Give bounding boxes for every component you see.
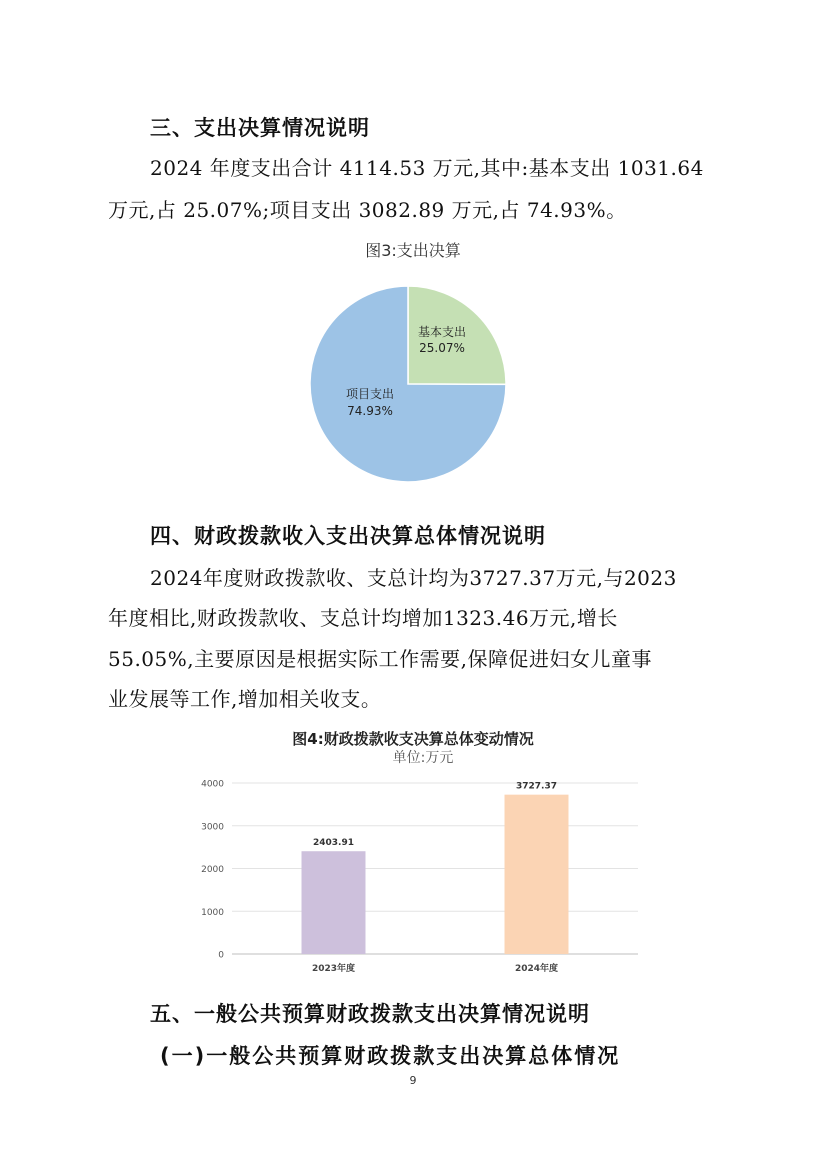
page-number: 9: [409, 1074, 417, 1087]
section-4-para-line-4: 业发展等工作,增加相关收支。: [108, 687, 382, 711]
y-tick-label-0: 0: [218, 950, 224, 961]
section-4-para-line-1: 2024年度财政拨款收、支总计均为3727.37万元,与2023: [150, 566, 677, 590]
pie-chart: [300, 282, 516, 486]
y-tick-label-3000: 3000: [201, 822, 224, 833]
y-tick-label-4000: 4000: [201, 779, 224, 790]
section-5-heading: 五、一般公共预算财政拨款支出决算情况说明: [150, 1002, 590, 1026]
pie-percent-project: 74.93%: [347, 404, 393, 418]
pie-percent-basic: 25.07%: [419, 341, 465, 355]
bar-value-label-2024年度: 3727.37: [516, 781, 557, 792]
section-3-para-line-2: 万元,占 25.07%;项目支出 3082.89 万元,占 74.93%。: [108, 198, 627, 222]
y-tick-label-1000: 1000: [201, 907, 224, 918]
section-3-heading: 三、支出决算情况说明: [150, 116, 370, 140]
x-tick-label-2024年度: 2024年度: [514, 964, 559, 974]
bar-2024年度: [505, 795, 569, 954]
pie-label-project: 项目支出: [345, 387, 395, 401]
y-tick-label-2000: 2000: [201, 865, 224, 875]
section-4-para-line-2: 年度相比,财政拨款收、支总计均增加1323.46万元,增长: [108, 606, 618, 630]
bar-2023年度: [302, 851, 366, 954]
pie-label-basic: 基本支出: [417, 325, 467, 339]
section-4-para-line-3: 55.05%,主要原因是根据实际工作需要,保障促进妇女儿童事: [108, 647, 652, 671]
bar-chart-title: 图4:财政拨款收支决算总体变动情况: [292, 730, 534, 748]
section-3-para-line-1: 2024 年度支出合计 4114.53 万元,其中:基本支出 1031.64: [150, 156, 704, 180]
bar-chart: [190, 770, 650, 980]
bar-chart-subtitle: 单位:万元: [392, 750, 454, 766]
bar-value-label-2023年度: 2403.91: [313, 838, 354, 849]
section-4-heading: 四、财政拨款收入支出决算总体情况说明: [150, 524, 546, 548]
x-tick-label-2023年度: 2023年度: [311, 964, 356, 974]
pie-chart-title: 图3:支出决算: [365, 241, 461, 260]
section-5-subheading: (一)一般公共预算财政拨款支出决算总体情况: [160, 1044, 621, 1068]
